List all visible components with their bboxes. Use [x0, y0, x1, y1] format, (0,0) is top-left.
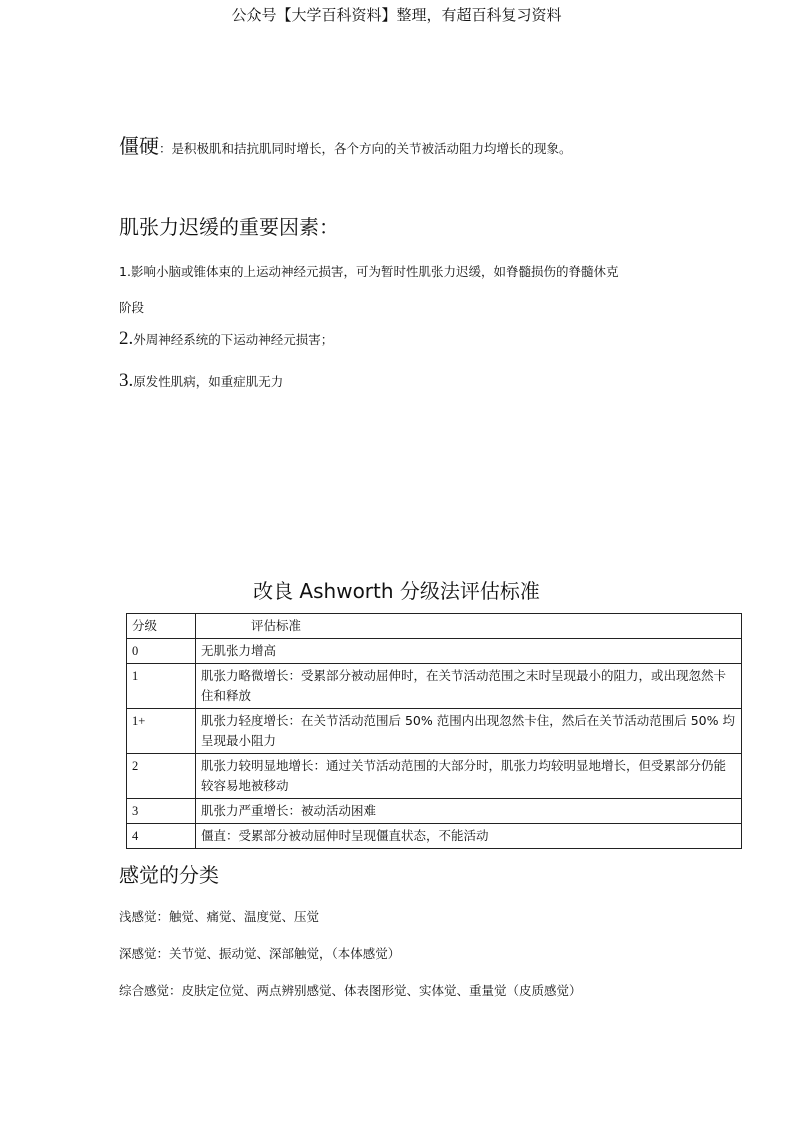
item-number: 3. — [119, 370, 134, 391]
item-number: 2. — [119, 328, 134, 349]
sensation-heading: 感觉的分类 — [119, 863, 219, 887]
grade-cell: 3 — [127, 799, 196, 824]
rigidity-term: 僵硬 — [119, 134, 159, 158]
item-number: 1. — [119, 264, 131, 279]
desc-cell: 肌张力略微增长：受累部分被动屈伸时，在关节活动范围之末时呈现最小的阻力，或出现忽然卡住和释放 — [196, 664, 742, 709]
table-header-row — [127, 614, 742, 639]
sensation-item: 浅感觉：触觉、痛觉、温度觉、压觉 — [119, 909, 320, 924]
rigidity-definition — [119, 130, 572, 159]
table-row — [127, 754, 742, 799]
desc-cell: 肌张力严重增长：被动活动困难 — [196, 799, 742, 824]
grade-cell: 0 — [127, 639, 196, 664]
table-row — [127, 709, 742, 754]
ashworth-title: 改良 Ashworth 分级法评估标准 — [253, 579, 540, 603]
hypotonia-item-1 — [119, 262, 618, 280]
table-row — [127, 824, 742, 849]
desc-cell: 僵直：受累部分被动屈伸时呈现僵直状态，不能活动 — [196, 824, 742, 849]
item-text: 外周神经系统的下运动神经元损害； — [133, 332, 334, 347]
table-row — [127, 639, 742, 664]
hypotonia-item-3 — [119, 370, 283, 392]
grade-cell: 1+ — [127, 709, 196, 754]
grade-cell: 1 — [127, 664, 196, 709]
rigidity-text: ：是积极肌和拮抗肌同时增长，各个方向的关节被活动阻力均增长的现象。 — [159, 141, 572, 156]
sensation-item: 深感觉：关节觉、振动觉、深部触觉，（本体感觉） — [119, 946, 401, 961]
desc-cell: 肌张力轻度增长：在关节活动范围后 50% 范围内出现忽然卡住，然后在关节活动范围后 50% 均呈现最小阻力 — [196, 709, 742, 754]
table-row — [127, 664, 742, 709]
ashworth-table — [126, 613, 742, 849]
item-text: 原发性肌病，如重症肌无力 — [133, 374, 284, 389]
sensation-item: 综合感觉：皮肤定位觉、两点辨别感觉、体表图形觉、实体觉、重量觉（皮质感觉） — [119, 983, 582, 998]
desc-cell: 无肌张力增高 — [196, 639, 742, 664]
header-criteria: 评估标准 — [196, 614, 742, 639]
hypotonia-item-1-cont: 阶段 — [119, 300, 145, 315]
hypotonia-heading: 肌张力迟缓的重要因素： — [119, 215, 339, 239]
header-grade: 分级 — [127, 614, 196, 639]
table-row — [127, 799, 742, 824]
grade-cell: 4 — [127, 824, 196, 849]
page-header: 公众号【大学百科资料】整理，有超百科复习资料 — [231, 6, 562, 24]
hypotonia-item-2 — [119, 328, 333, 350]
grade-cell: 2 — [127, 754, 196, 799]
desc-cell: 肌张力较明显地增长：通过关节活动范围的大部分时，肌张力均较明显地增长，但受累部分仍能较容易地被移动 — [196, 754, 742, 799]
item-text: 影响小脑或锥体束的上运动神经元损害，可为暂时性肌张力迟缓，如脊髓损伤的脊髓休克 — [130, 264, 619, 279]
